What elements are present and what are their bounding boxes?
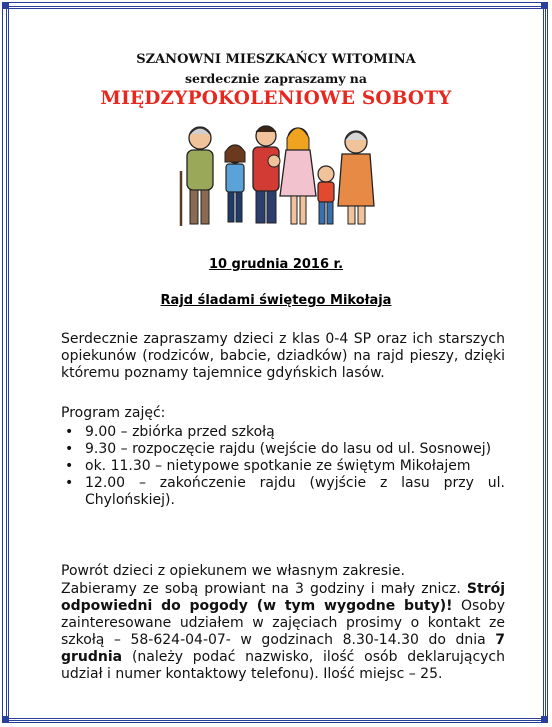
return-note: Powrót dzieci z opiekunem we własnym zakresie. (61, 563, 405, 579)
contact-details-text: (należy podać nazwisko, ilość osób deklarujących udział i numer kontaktowy telefonu). Ilość miejsc – 25. (61, 649, 505, 682)
program-item: • ok. 11.30 – nietypowe spotkanie ze świętym Mikołajem (85, 458, 505, 475)
header-event-series: MIĘDZYPOKOLENIOWE SOBOTY (100, 88, 452, 109)
supplies-text: Zabieramy ze sobą prowiant na 3 godziny i mały znicz. (61, 581, 461, 597)
program-list (61, 424, 505, 509)
mother-figure (280, 128, 316, 224)
header-residents: SZANOWNI MIESZKAŃCY WITOMINA (136, 52, 416, 67)
girl-figure (225, 145, 245, 222)
event-date: 10 grudnia 2016 r. (208, 257, 344, 272)
grandpa-figure (181, 127, 213, 226)
program-item: • 9.00 – zbiórka przed szkołą (85, 424, 505, 441)
contact-deadline: 7 grudnia (61, 632, 505, 665)
contact-text: Osoby zainteresowane udziałem w zajęciach prosimy o kontakt ze szkołą – 58-624-04-07- w godzinach 8.30-14.30 do dnia (61, 598, 505, 648)
boy-figure (318, 166, 334, 224)
details-paragraph (61, 581, 505, 683)
program-item: • 9.30 – rozpoczęcie rajdu (wejście do lasu od ul. Sosnowej) (85, 441, 505, 458)
family-illustration (178, 116, 380, 232)
intro-paragraph: Serdecznie zapraszamy dzieci z klas 0-4 SP oraz ich starszych opiekunów (rodziców, babcie, dziadków) na rajd pieszy, dzięki któremu poznamy tajemnice gdyńskich lasów. (61, 331, 505, 381)
border-corner-bl (2, 716, 9, 723)
grandma-figure (338, 131, 374, 224)
header-invite: serdecznie zapraszamy na (184, 71, 367, 86)
border-corner-tl (2, 2, 9, 9)
dress-code-text: Strój odpowiedni do pogody (w tym wygodne buty)! (61, 581, 505, 614)
border-corner-tr (541, 2, 548, 9)
program-item: • 12.00 – zakończenie rajdu (wyjście z lasu przy ul. Chylońskiej). (85, 475, 505, 509)
event-title: Rajd śladami świętego Mikołaja (160, 293, 392, 308)
border-corner-br (541, 716, 548, 723)
program-label: Program zajęć: (61, 405, 166, 421)
father-figure (253, 126, 280, 223)
